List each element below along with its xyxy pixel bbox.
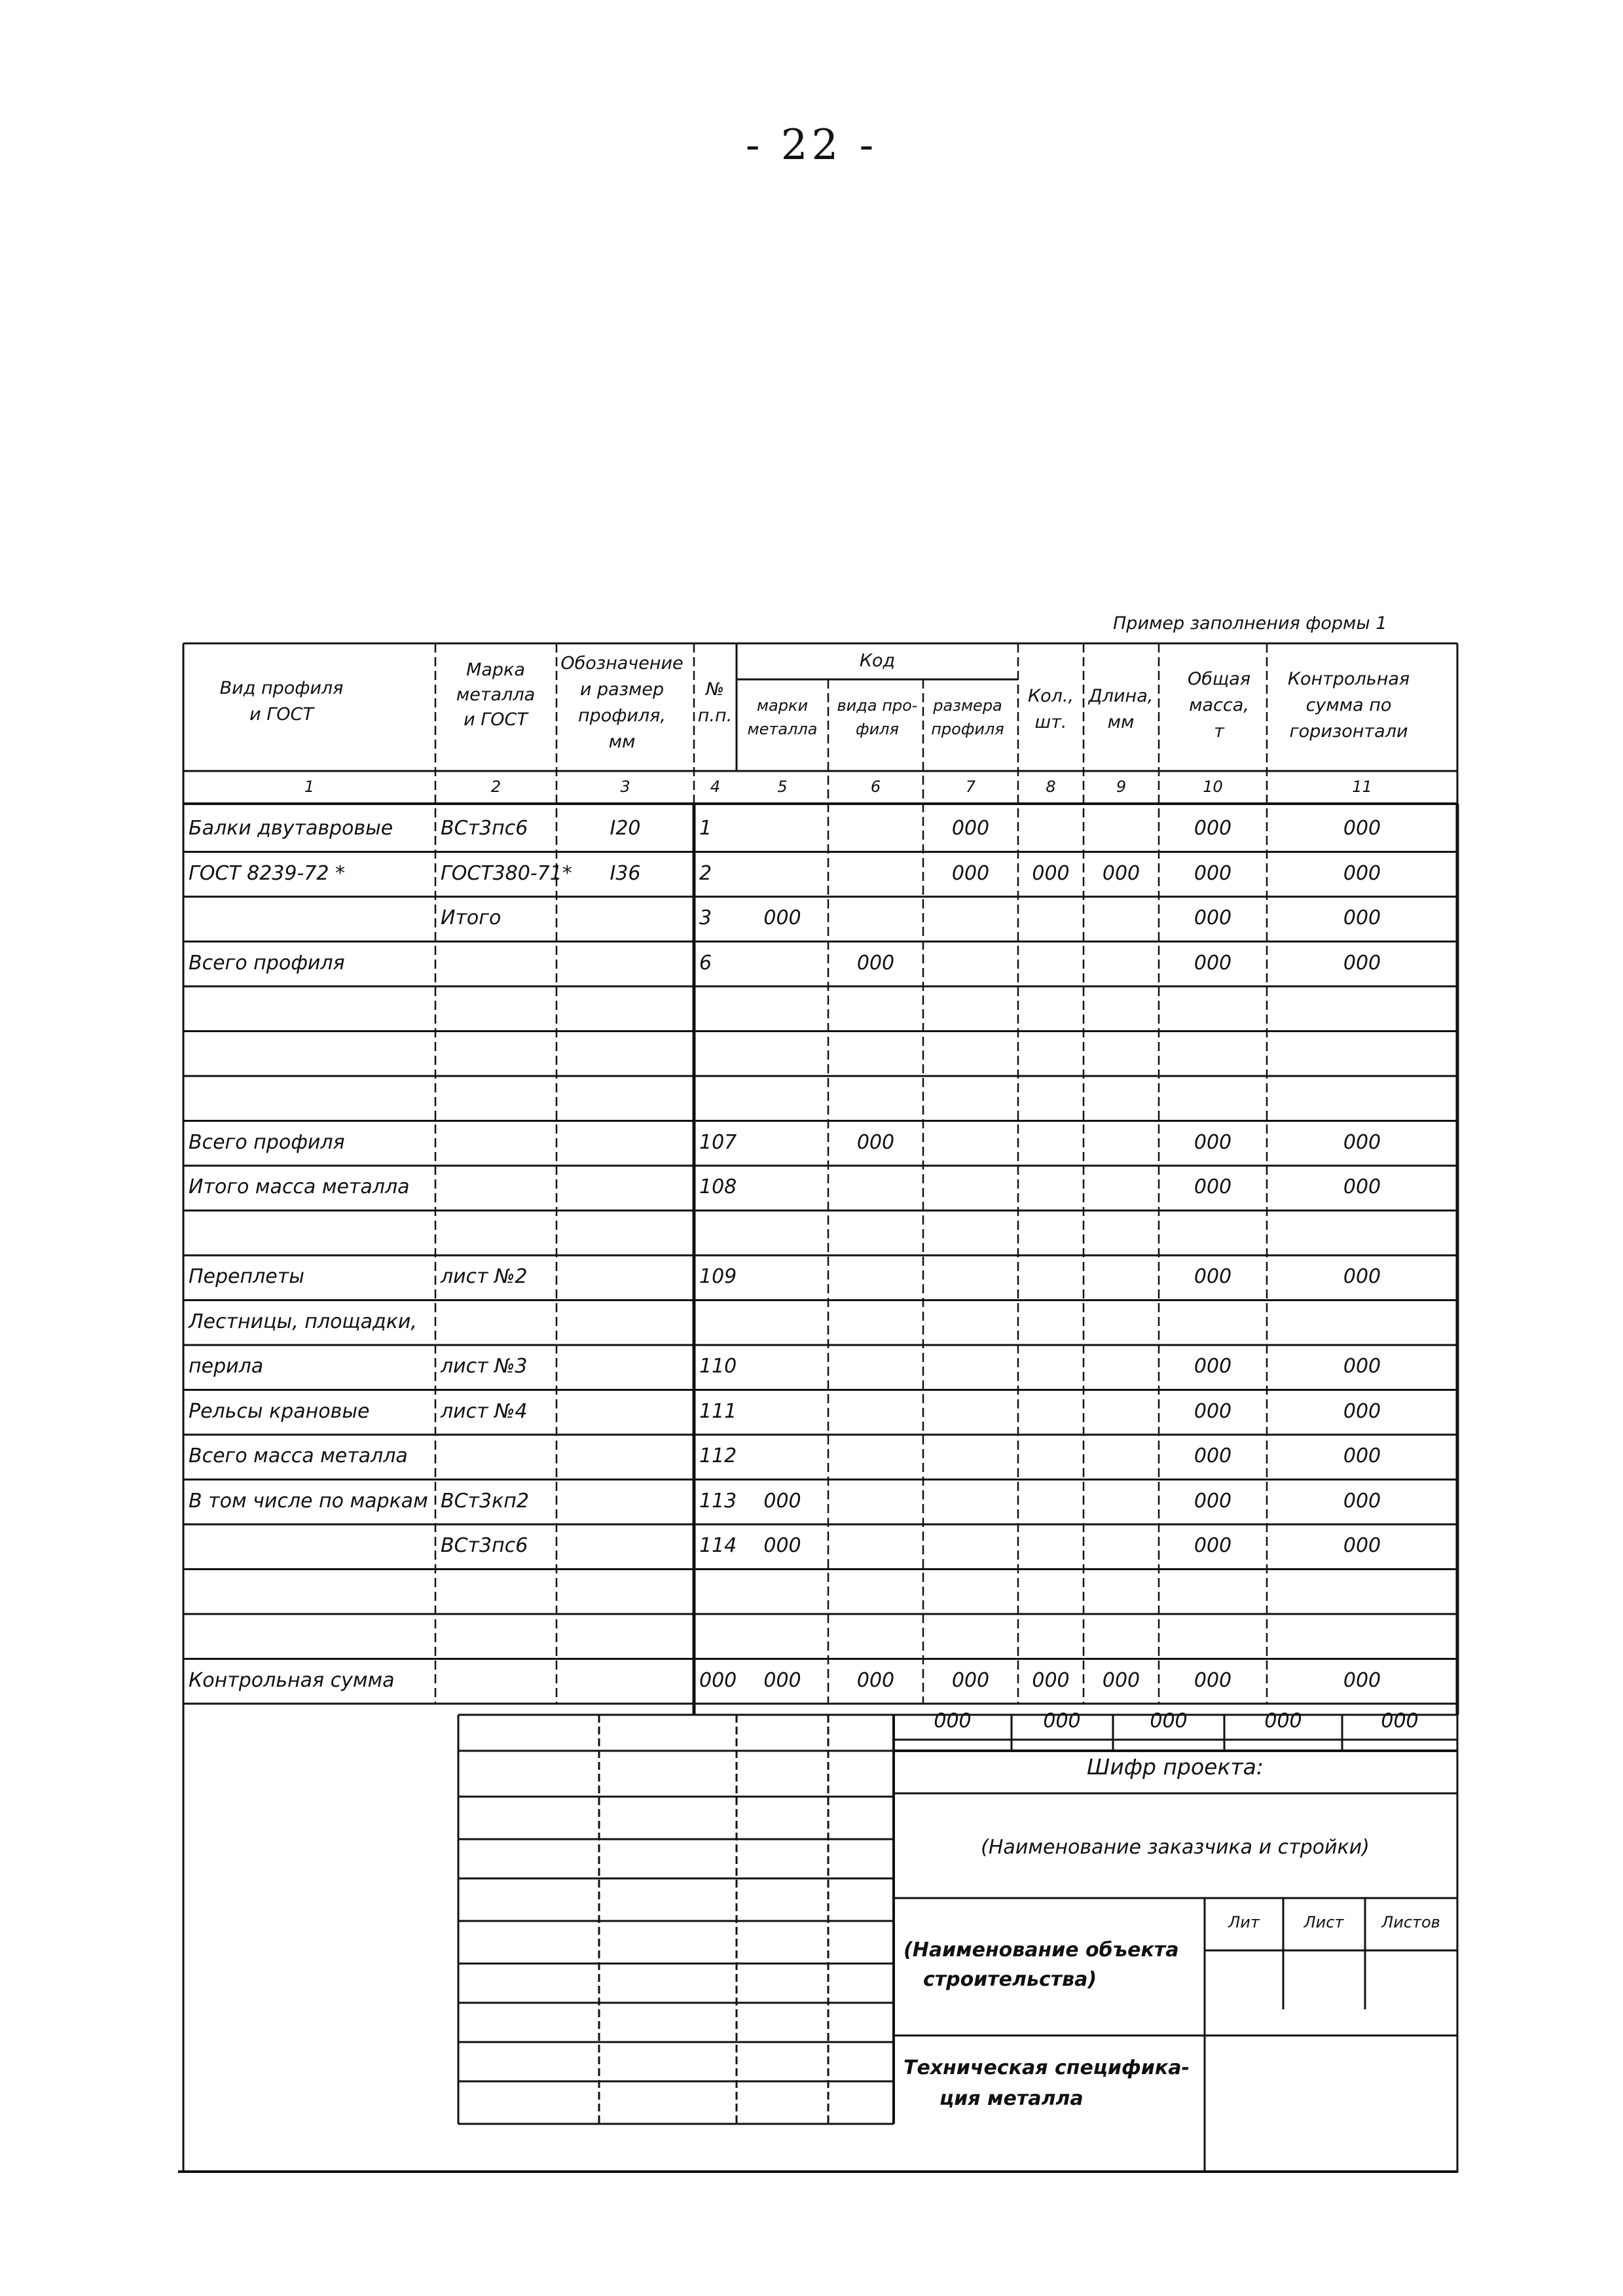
object-name-line1: (Наименование объекта — [903, 1939, 1179, 1962]
cell-c10: 000 — [1194, 951, 1232, 975]
cell-c10: 000 — [1194, 817, 1232, 840]
page-number: - 22 - — [745, 121, 878, 170]
row-name: Всего профиля — [189, 951, 345, 975]
row-name: В том числе по маркам — [189, 1489, 428, 1513]
cell-size: I36 — [610, 861, 641, 885]
cell-c6: 000 — [856, 951, 895, 975]
header-col9-line1: Длина, — [1088, 686, 1154, 706]
header-col11-line3: горизонтали — [1289, 721, 1408, 742]
row-name: Лестницы, площадки, — [189, 1310, 417, 1333]
cell-num: 6 — [699, 951, 712, 975]
cell-c7: 000 — [951, 817, 990, 840]
cell-num: 110 — [699, 1355, 737, 1378]
cell-num: 000 — [699, 1668, 737, 1692]
checksum-cell: 000 — [1150, 1710, 1188, 1732]
cell-c7: 000 — [951, 1668, 990, 1692]
cell-c11: 000 — [1343, 1399, 1381, 1423]
cell-num: 2 — [699, 861, 712, 885]
cell-c6: 000 — [856, 1130, 895, 1154]
header-code-sub1-line2: металла — [747, 720, 818, 738]
column-number: 10 — [1203, 778, 1223, 796]
stage-header-sheet: Лист — [1304, 1913, 1344, 1931]
header-col3-line1: Обозначение — [560, 653, 684, 673]
cell-c11: 000 — [1343, 1175, 1381, 1198]
cell-c5: 000 — [763, 1489, 801, 1513]
cell-c10: 000 — [1194, 906, 1232, 929]
row-name: ГОСТ 8239-72 * — [189, 861, 346, 885]
header-col10-line1: Общая — [1187, 669, 1251, 689]
cell-c10: 000 — [1194, 1175, 1232, 1198]
cell-num: 113 — [699, 1489, 737, 1513]
cell-c11: 000 — [1343, 1668, 1381, 1692]
cell-grade: ВСт3пс6 — [441, 817, 528, 840]
stage-header-lit: Лит — [1228, 1913, 1260, 1931]
cell-c11: 000 — [1343, 906, 1381, 929]
checksum-cell: 000 — [1043, 1710, 1081, 1732]
cell-c11: 000 — [1343, 1444, 1381, 1467]
cell-c11: 000 — [1343, 1355, 1381, 1378]
header-code-sub3-line2: профиля — [931, 720, 1004, 738]
header-code-group: Код — [859, 651, 896, 671]
cell-num: 3 — [699, 906, 712, 929]
cell-num: 108 — [699, 1175, 737, 1198]
cell-c11: 000 — [1343, 861, 1381, 885]
cell-grade: ВСт3пс6 — [441, 1534, 528, 1557]
cell-c11: 000 — [1343, 1534, 1381, 1557]
row-name: Рельсы крановые — [189, 1399, 370, 1423]
cell-c6: 000 — [856, 1668, 895, 1692]
cell-num: 107 — [699, 1130, 737, 1154]
cell-c10: 000 — [1194, 1130, 1232, 1154]
header-col3-line4: мм — [608, 732, 636, 752]
header-col8-line1: Кол., — [1027, 686, 1074, 706]
header-col2-line3: и ГОСТ — [464, 709, 528, 730]
header-code-sub3-line1: размера — [933, 696, 1002, 715]
checksum-cell: 000 — [934, 1710, 972, 1732]
header-col10-line2: масса, — [1189, 695, 1249, 715]
cell-num: 112 — [699, 1444, 737, 1467]
cell-num: 109 — [699, 1265, 737, 1288]
customer-name-label: (Наименование заказчика и стройки) — [981, 1836, 1370, 1859]
header-code-sub2-line2: филя — [856, 720, 899, 738]
cell-num: 1 — [699, 817, 712, 840]
form-caption: Пример заполнения формы 1 — [1113, 613, 1387, 634]
column-number: 9 — [1116, 778, 1127, 796]
header-col10-line3: т — [1214, 721, 1224, 742]
header-col11-line2: сумма по — [1305, 695, 1392, 715]
column-number: 7 — [965, 778, 976, 796]
column-number: 5 — [777, 778, 788, 796]
row-name: Итого масса металла — [189, 1175, 410, 1198]
row-name: Контрольная сумма — [189, 1668, 395, 1692]
header-col8-line2: шт. — [1034, 712, 1067, 732]
cell-grade: ВСт3кп2 — [441, 1489, 529, 1513]
stage-header-sheets: Листов — [1381, 1913, 1440, 1931]
cell-num: 111 — [699, 1399, 737, 1423]
row-name: Переплеты — [189, 1265, 304, 1288]
row-name: перила — [189, 1355, 264, 1378]
cell-c11: 000 — [1343, 1130, 1381, 1154]
cell-c10: 000 — [1194, 861, 1232, 885]
cell-c9: 000 — [1102, 1668, 1140, 1692]
cell-c11: 000 — [1343, 951, 1381, 975]
cell-c8: 000 — [1032, 861, 1070, 885]
header-col2-line1: Марка — [466, 660, 525, 680]
header-col3-line3: профиля, — [577, 706, 666, 726]
cell-num: 114 — [699, 1534, 737, 1557]
document-title-line2: ция металла — [939, 2087, 1084, 2110]
column-number: 3 — [620, 778, 630, 796]
header-col9-line2: мм — [1107, 712, 1135, 732]
row-name: Всего профиля — [189, 1130, 345, 1154]
cell-grade: лист №3 — [441, 1355, 528, 1378]
header-col4-line2: п.п. — [697, 706, 733, 726]
cell-c8: 000 — [1032, 1668, 1070, 1692]
cell-c7: 000 — [951, 861, 990, 885]
column-number: 6 — [870, 778, 881, 796]
header-col3-line2: и размер — [579, 679, 665, 700]
header-col4-line1: № — [705, 679, 725, 700]
header-code-sub1-line1: марки — [756, 696, 809, 715]
cell-c5: 000 — [763, 1668, 801, 1692]
cell-c10: 000 — [1194, 1265, 1232, 1288]
column-number: 2 — [490, 778, 501, 796]
cell-c10: 000 — [1194, 1534, 1232, 1557]
project-code-label: Шифр проекта: — [1087, 1754, 1264, 1780]
cell-c11: 000 — [1343, 1489, 1381, 1513]
checksum-cell: 000 — [1381, 1710, 1419, 1732]
cell-c10: 000 — [1194, 1399, 1232, 1423]
column-number: 11 — [1352, 778, 1372, 796]
header-col11-line1: Контрольная — [1287, 669, 1410, 689]
object-name-line2: строительства) — [923, 1968, 1097, 1991]
cell-grade: Итого — [441, 906, 501, 929]
cell-c10: 000 — [1194, 1355, 1232, 1378]
cell-c11: 000 — [1343, 1265, 1381, 1288]
cell-c5: 000 — [763, 1534, 801, 1557]
cell-c11: 000 — [1343, 817, 1381, 840]
column-number: 4 — [710, 778, 721, 796]
cell-grade: лист №2 — [441, 1265, 528, 1288]
column-number: 8 — [1046, 778, 1056, 796]
cell-c5: 000 — [763, 906, 801, 929]
cell-size: I20 — [610, 817, 641, 840]
checksum-cell: 000 — [1264, 1710, 1302, 1732]
header-code-sub2-line1: вида про- — [837, 696, 918, 715]
row-name: Всего масса металла — [189, 1444, 408, 1467]
cell-c9: 000 — [1102, 861, 1140, 885]
header-col1-line2: и ГОСТ — [249, 704, 314, 725]
column-number: 1 — [304, 778, 315, 796]
header-col1-line1: Вид профиля — [219, 678, 344, 698]
cell-c10: 000 — [1194, 1668, 1232, 1692]
cell-c10: 000 — [1194, 1444, 1232, 1467]
document-title-line1: Техническая специфика- — [903, 2056, 1190, 2079]
row-name: Балки двутавровые — [189, 817, 393, 840]
header-col2-line2: металла — [456, 685, 536, 705]
cell-grade: лист №4 — [441, 1399, 528, 1423]
cell-c10: 000 — [1194, 1489, 1232, 1513]
cell-grade: ГОСТ380-71* — [441, 861, 572, 885]
